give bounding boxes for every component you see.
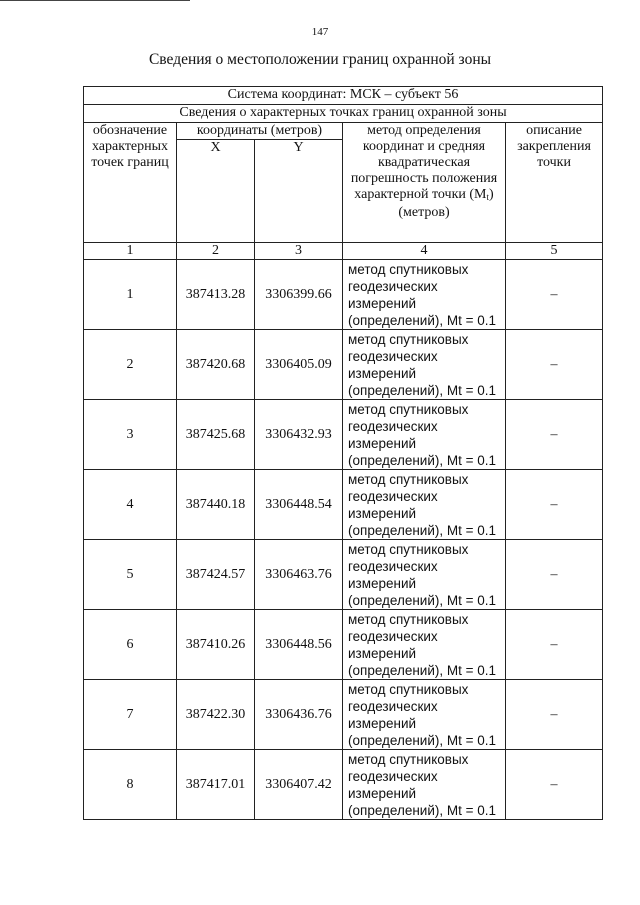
- point-number-cell: 3: [84, 400, 177, 470]
- y-header: Y: [255, 140, 343, 243]
- table-row: [84, 680, 603, 750]
- x-coordinate-cell: 387425.68: [177, 400, 255, 470]
- description-cell: –: [506, 750, 603, 820]
- y-coordinate-cell: 3306448.54: [255, 470, 343, 540]
- method-header-subscript: t: [486, 192, 490, 202]
- method-cell: метод спутниковых геодезических измерений (определений), Mt = 0.1: [343, 750, 506, 820]
- y-coordinate-cell: 3306399.66: [255, 260, 343, 330]
- y-coordinate-cell: 3306405.09: [255, 330, 343, 400]
- coordinates-header: координаты (метров): [177, 123, 343, 140]
- description-cell: –: [506, 260, 603, 330]
- column-number: 1: [84, 243, 177, 260]
- table-row: [84, 610, 603, 680]
- table-row: [84, 330, 603, 400]
- table-row: [84, 750, 603, 820]
- y-coordinate-cell: 3306432.93: [255, 400, 343, 470]
- y-coordinate-cell: 3306436.76: [255, 680, 343, 750]
- point-number-cell: 4: [84, 470, 177, 540]
- point-number-cell: 6: [84, 610, 177, 680]
- x-coordinate-cell: 387424.57: [177, 540, 255, 610]
- x-coordinate-cell: 387410.26: [177, 610, 255, 680]
- section-title-header: Сведения о характерных точках границ охранной зоны: [84, 105, 603, 123]
- description-cell: –: [506, 330, 603, 400]
- method-header-text: метод определения координат и средняя квадратическая погрешность положения характерной точки (M: [350, 123, 498, 202]
- column-number: 5: [506, 243, 603, 260]
- column-number: 2: [177, 243, 255, 260]
- designation-header: обозначение характерных точек границ: [84, 123, 177, 243]
- page-number: 147: [311, 26, 329, 38]
- point-number-cell: 1: [84, 260, 177, 330]
- y-coordinate-cell: 3306448.56: [255, 610, 343, 680]
- document-title: Сведения о местоположении границ охранной зоны: [148, 51, 492, 68]
- method-cell: метод спутниковых геодезических измерений (определений), Mt = 0.1: [343, 260, 506, 330]
- point-number-cell: 2: [84, 330, 177, 400]
- column-number: 3: [255, 243, 343, 260]
- y-coordinate-cell: 3306407.42: [255, 750, 343, 820]
- top-rule: [0, 0, 190, 1]
- boundary-points-table: [83, 86, 603, 820]
- table-row: [84, 400, 603, 470]
- x-coordinate-cell: 387422.30: [177, 680, 255, 750]
- x-coordinate-cell: 387440.18: [177, 470, 255, 540]
- column-number: 4: [343, 243, 506, 260]
- point-number-cell: 8: [84, 750, 177, 820]
- description-cell: –: [506, 540, 603, 610]
- x-header: X: [177, 140, 255, 243]
- table-row: [84, 540, 603, 610]
- description-cell: –: [506, 680, 603, 750]
- description-cell: –: [506, 400, 603, 470]
- method-header: [343, 123, 506, 243]
- method-cell: метод спутниковых геодезических измерений (определений), Mt = 0.1: [343, 540, 506, 610]
- method-cell: метод спутниковых геодезических измерений (определений), Mt = 0.1: [343, 610, 506, 680]
- x-coordinate-cell: 387417.01: [177, 750, 255, 820]
- method-cell: метод спутниковых геодезических измерений (определений), Mt = 0.1: [343, 400, 506, 470]
- table-row: [84, 470, 603, 540]
- method-cell: метод спутниковых геодезических измерений (определений), Mt = 0.1: [343, 470, 506, 540]
- description-header: описание закрепления точки: [506, 123, 603, 243]
- description-cell: –: [506, 470, 603, 540]
- description-cell: –: [506, 610, 603, 680]
- x-coordinate-cell: 387413.28: [177, 260, 255, 330]
- method-cell: метод спутниковых геодезических измерений (определений), Mt = 0.1: [343, 330, 506, 400]
- y-coordinate-cell: 3306463.76: [255, 540, 343, 610]
- point-number-cell: 7: [84, 680, 177, 750]
- point-number-cell: 5: [84, 540, 177, 610]
- x-coordinate-cell: 387420.68: [177, 330, 255, 400]
- table-row: [84, 260, 603, 330]
- method-header-end: ) (метров): [398, 187, 494, 220]
- coord-system-header: Система координат: МСК – субъект 56: [84, 87, 603, 105]
- method-cell: метод спутниковых геодезических измерений (определений), Mt = 0.1: [343, 680, 506, 750]
